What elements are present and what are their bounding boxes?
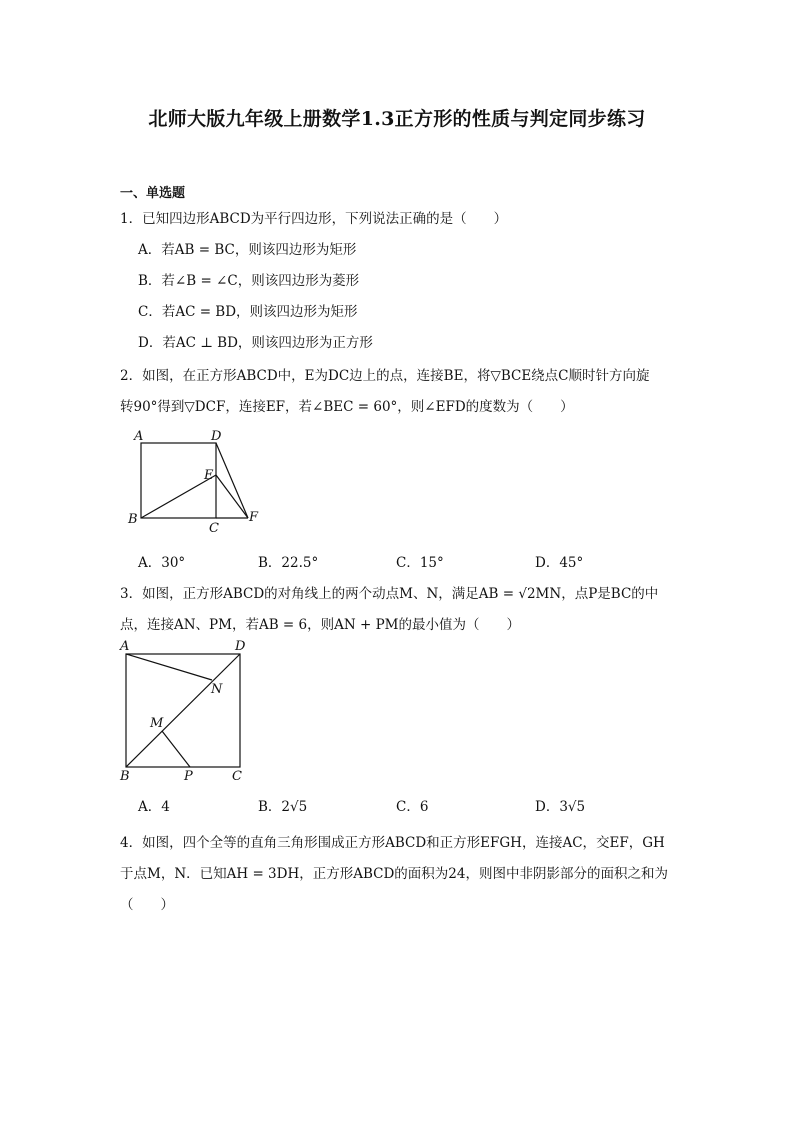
q2-stem-line2: 转90°得到▽DCF，连接EF，若∠BEC = 60°，则∠EFD的度数为（ ） — [120, 399, 574, 415]
q3-segment-an — [126, 654, 212, 680]
q1-option-b: B．若∠B = ∠C，则该四边形为菱形 — [138, 273, 360, 289]
q2-figure — [120, 422, 280, 540]
q2-label-c: C — [209, 521, 219, 536]
q3-option-b: B．2√5 — [258, 799, 308, 815]
q3-stem-line2: 点，连接AN、PM，若AB = 6，则AN + PM的最小值为（ ） — [120, 617, 520, 633]
q1-stem: 1．已知四边形ABCD为平行四边形，下列说法正确的是（ ） — [120, 211, 508, 227]
section-heading: 一、单选题 — [120, 186, 186, 201]
q3-option-a: A．4 — [138, 799, 170, 815]
q1-option-c: C．若AC = BD，则该四边形为矩形 — [138, 304, 358, 320]
q2-label-e: E — [204, 468, 214, 483]
q3-label-n: N — [211, 682, 223, 697]
q4-stem-line3: （ ） — [120, 897, 174, 913]
q2-label-b: B — [128, 512, 138, 527]
q3-option-d: D．3√5 — [535, 799, 586, 815]
q4-stem-line1: 4．如图，四个全等的直角三角形围成正方形ABCD和正方形EFGH，连接AC，交EF，GH — [120, 835, 665, 851]
q2-option-d: D．45° — [535, 555, 584, 571]
q2-option-b: B．22.5° — [258, 555, 319, 571]
q3-label-d: D — [235, 639, 246, 654]
q2-label-a: A — [134, 429, 144, 444]
q3-label-b: B — [120, 769, 130, 784]
q4-stem-line2: 于点M，N．已知AH = 3DH，正方形ABCD的面积为24，则图中非阴影部分的面积之和为 — [120, 866, 668, 882]
q2-option-a: A．30° — [138, 555, 186, 571]
q3-label-c: C — [232, 769, 242, 784]
q3-stem-line1: 3．如图，正方形ABCD的对角线上的两个动点M、N，满足AB = √2MN，点P是BC的中 — [120, 586, 659, 602]
q2-label-f: F — [249, 510, 259, 525]
q1-option-a: A．若AB = BC，则该四边形为矩形 — [138, 242, 357, 258]
q3-figure — [114, 636, 264, 784]
q2-label-d: D — [211, 429, 222, 444]
q2-stem-line1: 2．如图，在正方形ABCD中，E为DC边上的点，连接BE，将▽BCE绕点C顺时针方向旋 — [120, 368, 650, 384]
q3-segment-pm — [162, 731, 190, 767]
q2-option-c: C．15° — [396, 555, 444, 571]
q1-option-d: D．若AC ⊥ BD，则该四边形为正方形 — [138, 335, 373, 351]
q3-label-m: M — [150, 716, 164, 731]
q3-option-c: C．6 — [396, 799, 429, 815]
q3-label-a: A — [120, 639, 130, 654]
page-title: 北师大版九年级上册数学1.3正方形的性质与判定同步练习 — [148, 108, 646, 130]
q3-label-p: P — [184, 769, 193, 784]
